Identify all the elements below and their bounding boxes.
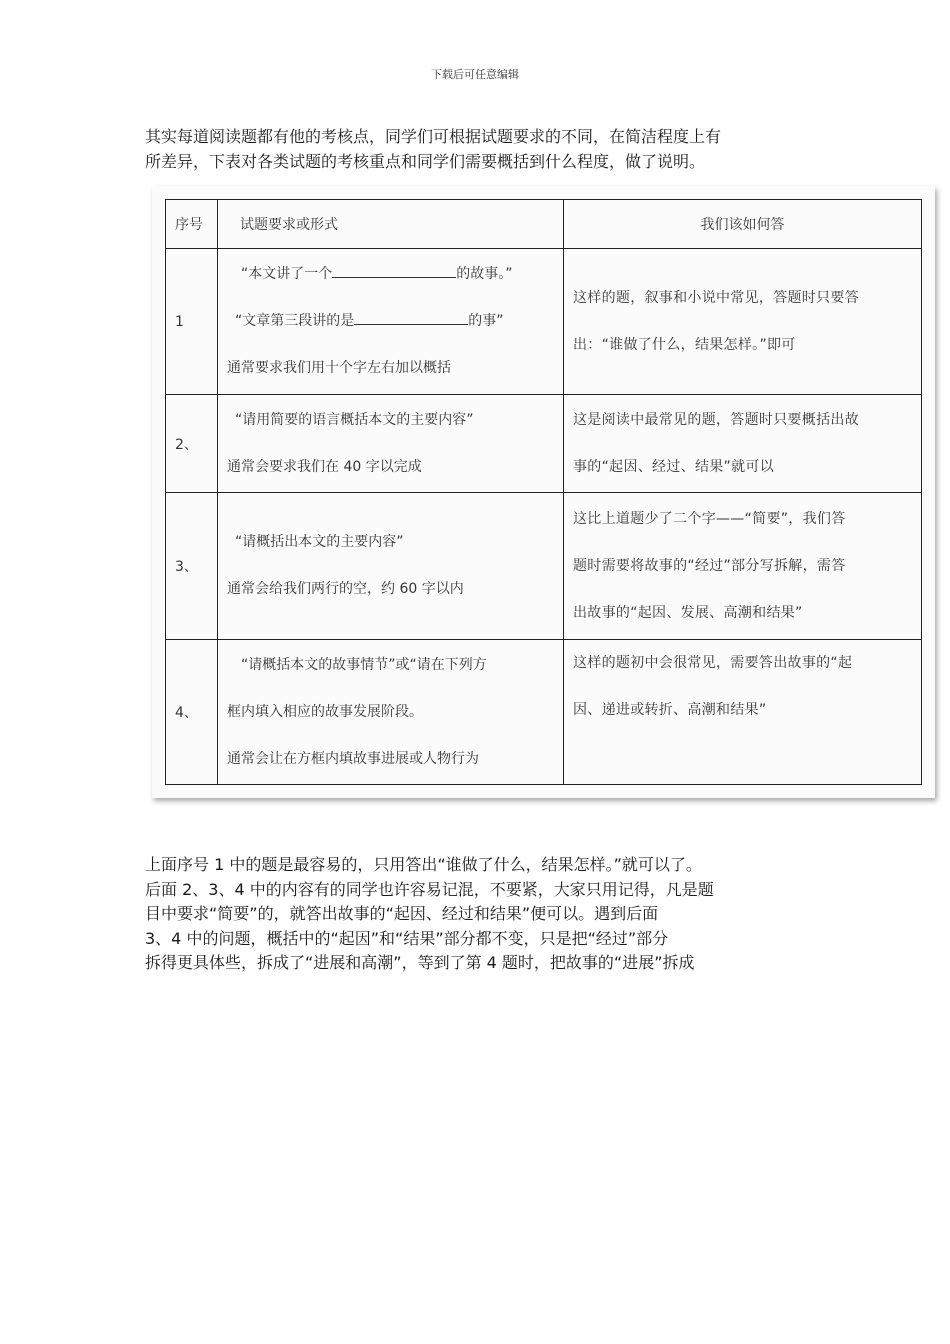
answer-text: 出故事的“起因、发展、高潮和结果” [573, 604, 803, 621]
row-form [218, 395, 564, 493]
header-form: 试题要求或形式 [218, 200, 564, 249]
answer-text: 这样的题初中会很常见，需要答出故事的“起 [573, 655, 853, 671]
row-answer [564, 249, 922, 395]
answer-text: 这比上道题少了二个字——“简要”，我们答 [573, 510, 846, 527]
header-answer: 我们该如何答 [564, 200, 922, 249]
outro-paragraph [145, 853, 825, 976]
table-row [166, 249, 922, 395]
outro-line: 后面 2、3、4 中的内容有的同学也许容易记混，不要紧，大家只用记得，凡是题 [145, 879, 714, 899]
row-number: 2、 [166, 395, 218, 493]
table-row [166, 640, 922, 785]
question-type-table [165, 199, 922, 785]
fill-blank [332, 263, 456, 278]
row-answer [564, 640, 922, 785]
outro-line: 上面序号 1 中的题是最容易的，只用答出“谁做了什么，结果怎样。”就可以了。 [145, 855, 702, 874]
outro-line: 目中要求“简要”的，就答出故事的“起因、经过和结果”便可以。遇到后面 [145, 904, 659, 923]
form-text: 通常会给我们两行的空，约 60 字以内 [227, 581, 464, 597]
form-text: “请概括本文的故事情节”或“请在下列方 [241, 656, 487, 673]
intro-line: 其实每道阅读题都有他的考核点，同学们可根据试题要求的不同，在简洁程度上有 [145, 127, 722, 146]
row-answer [564, 493, 922, 640]
form-text: 的事” [468, 313, 504, 329]
form-text: “文章第三段讲的是 [235, 313, 355, 329]
row-number: 3、 [166, 493, 218, 640]
row-number: 4、 [166, 640, 218, 785]
row-form [218, 493, 564, 640]
answer-text: 出：“谁做了什么，结果怎样。”即可 [573, 336, 796, 353]
form-text: 的故事。” [456, 266, 513, 282]
intro-paragraph [145, 125, 825, 174]
form-text: 框内填入相应的故事发展阶段。 [227, 703, 423, 720]
row-answer [564, 395, 922, 493]
table-header-row [166, 200, 922, 249]
answer-text: 这样的题，叙事和小说中常见，答题时只要答 [573, 289, 859, 306]
question-type-table-image [152, 186, 935, 798]
form-text: 通常要求我们用十个字左右加以概括 [227, 360, 451, 376]
form-text: “本文讲了一个 [241, 266, 333, 282]
intro-line: 所差异，下表对各类试题的考核重点和同学们需要概括到什么程度，做了说明。 [145, 151, 706, 171]
row-form [218, 640, 564, 785]
page-header: 下载后可任意编辑 [431, 68, 519, 81]
row-form [218, 249, 564, 395]
fill-blank [354, 310, 468, 325]
form-text: 通常会要求我们在 40 字以完成 [227, 458, 422, 475]
outro-line: 3、4 中的问题，概括中的“起因”和“结果”部分都不变，只是把“经过”部分 [145, 928, 669, 948]
form-text: “请用简要的语言概括本文的主要内容” [235, 411, 474, 428]
answer-text: 因、递进或转折、高潮和结果” [573, 702, 767, 718]
table-row [166, 493, 922, 640]
row-number: 1 [166, 249, 218, 395]
answer-text: 事的“起因、经过、结果”就可以 [573, 458, 775, 475]
header-number: 序号 [166, 200, 218, 249]
table-row [166, 395, 922, 493]
form-text: “请概括出本文的主要内容” [235, 534, 404, 550]
answer-text: 这是阅读中最常见的题，答题时只要概括出故 [573, 411, 859, 428]
answer-text: 题时需要将故事的“经过”部分写拆解，需答 [573, 557, 846, 574]
outro-line: 拆得更具体些，拆成了“进展和高潮”，等到了第 4 题时，把故事的“进展”拆成 [145, 953, 695, 972]
form-text: 通常会让在方框内填故事进展或人物行为 [227, 750, 479, 767]
